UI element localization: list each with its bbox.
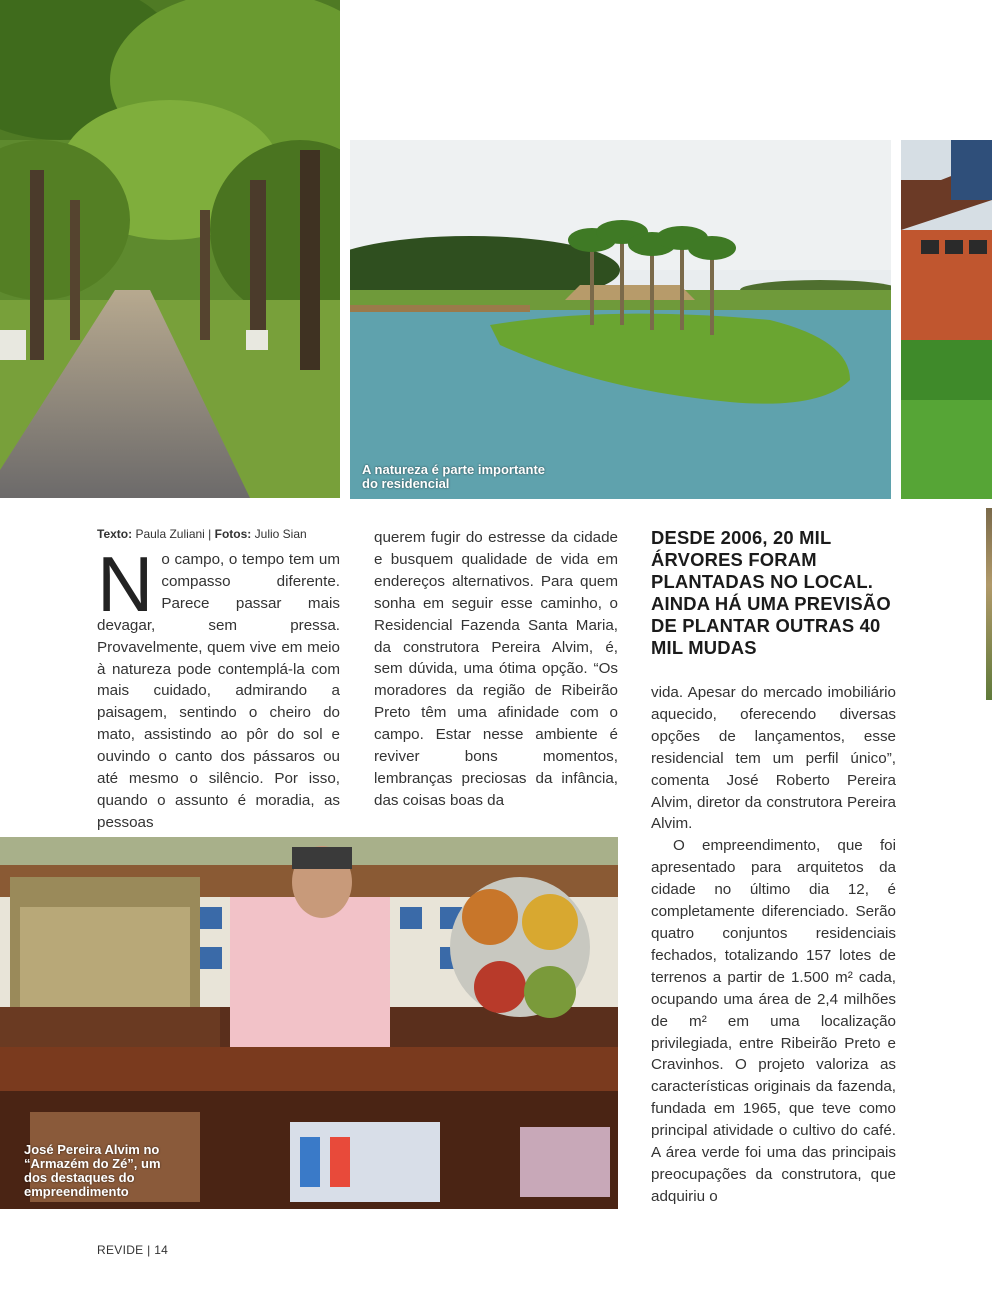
byline-text-author: Paula Zuliani: [135, 527, 205, 541]
byline: [97, 527, 307, 541]
pull-quote: DESDE 2006, 20 MIL ÁRVORES FORAM PLANTADAS NO LOCAL. AINDA HÁ UMA PREVISÃO DE PLANTAR OUTRAS 40 MIL MUDAS: [651, 527, 891, 658]
byline-separator: |: [208, 527, 212, 541]
store-caption: José Pereira Alvim no “Armazém do Zé”, um dos destaques do empreendimento: [24, 1142, 161, 1199]
byline-text-label: Texto:: [97, 527, 133, 541]
article-column-1: [97, 540, 340, 834]
lake-photo: [350, 140, 891, 499]
drop-cap: N: [97, 540, 154, 628]
lake-caption: A natureza é parte importante do residencial: [362, 462, 546, 491]
article-col1-text: o campo, o tempo tem um compasso diferente. Parece passar mais devagar, sem pressa. Provavelmente, quem vive em meio à natureza pode contemplá-la com mais cuidado, admirando a paisagem, sentindo o cheiro do mato, assistindo ao pôr do sol e ouvindo o canto dos pássaros ou até mesmo o silêncio. Por isso, quando o assunto é moradia, as pessoas: [97, 551, 340, 831]
article-col3-paragraph-2: O empreendimento, que foi apresentado para arquitetos da cidade no último dia 12, é completamente diferenciado. Serão quatro conjuntos residenciais fechados, totalizando 157 lotes de terrenos a partir de 1.500 m² cada, ocupando uma área de 2,4 milhões de m² em uma localização privilegiada, entre Ribeirão Preto e Cravinhos. O projeto valoriza as características originais da fazenda, fundada em 1965, que teve como principal atividade o cultivo do café. A área verde foi uma das principais preocupações da construtora, que adquiriu o: [651, 837, 896, 1205]
page-footer: [97, 1243, 168, 1257]
tree-lined-road-photo: [0, 0, 340, 498]
byline-photo-label: Fotos:: [214, 527, 252, 541]
edge-photo-sliver: [986, 508, 992, 700]
store-photo: [0, 837, 618, 1209]
article-column-3: [651, 682, 896, 1208]
footer-separator: |: [147, 1243, 151, 1257]
brick-building-photo: [901, 140, 992, 499]
byline-photo-author: Julio Sian: [254, 527, 307, 541]
article-col3-paragraph-1: vida. Apesar do mercado imobiliário aquecido, oferecendo diversas opções de lançamentos, esse residencial tem um perfil único”, comenta José Roberto Pereira Alvim, diretor da construtora Pereira Alvim.: [651, 684, 896, 833]
page-number: 14: [154, 1243, 169, 1257]
article-col2-text: querem fugir do estresse da cidade e busquem qualidade de vida em endereços alternativos. Para quem sonha em seguir esse caminho, o Residencial Fazenda Santa Maria, da construtora Pereira Alvim, é, sem dúvida, uma ótima opção. “Os moradores da região de Ribeirão Preto têm uma afinidade com o campo. Estar nesse ambiente é reviver bons momentos, lembranças preciosas da infância, das coisas boas da: [374, 529, 618, 809]
article-column-2: [374, 527, 618, 812]
magazine-name: REVIDE: [97, 1243, 144, 1257]
